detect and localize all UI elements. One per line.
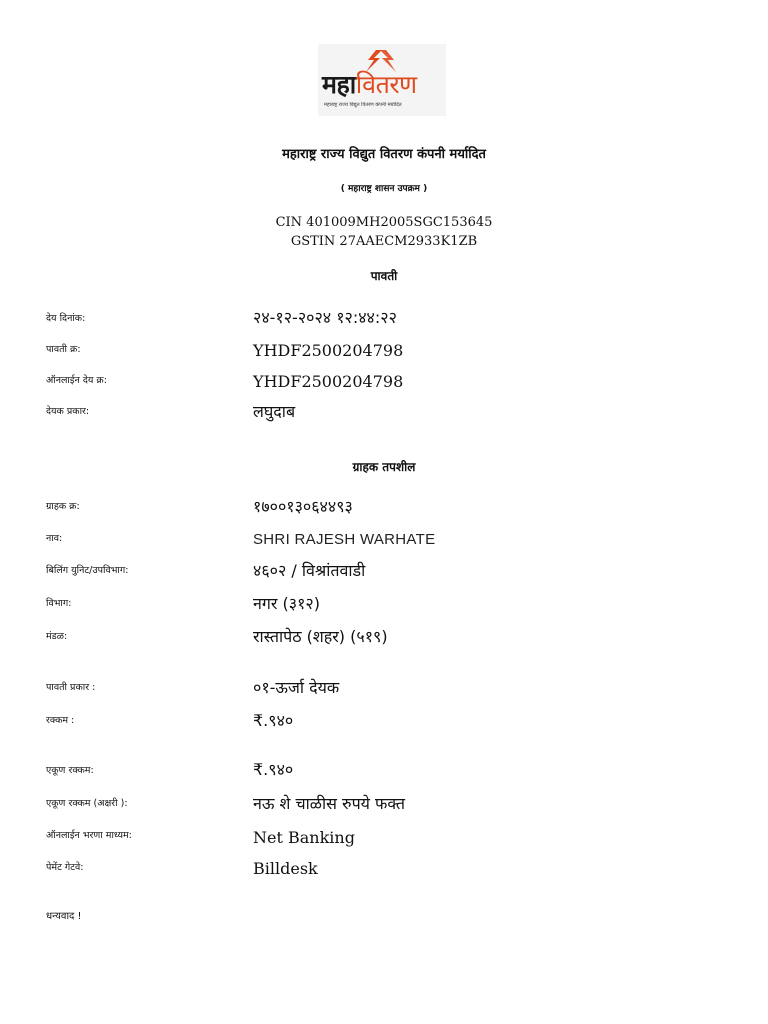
division-value: नगर (३१२)	[253, 594, 320, 613]
circle-label: मंडळ:	[46, 631, 68, 642]
name-label: नाव:	[46, 533, 63, 544]
division-label: विभाग:	[46, 598, 72, 609]
govt-undertaking: ( महाराष्ट्र शासन उपक्रम )	[340, 184, 428, 194]
amount-label: रक्कम :	[46, 715, 75, 726]
receipt-type-label: पावती प्रकार :	[46, 682, 96, 693]
consumer-number-value: १७००१३०६४४९३	[253, 497, 353, 516]
payment-mode-value: Net Banking	[253, 828, 355, 847]
due-date-value: २४-१२-२०२४ १२:४४:२२	[253, 308, 397, 327]
logo-wordmark	[322, 70, 417, 100]
amount-in-words-value: नऊ शे चाळीस रुपये फक्त	[253, 794, 406, 813]
circle-value: रास्तापेठ (शहर) (५१९)	[253, 627, 388, 646]
company-name: महाराष्ट्र राज्य विद्युत वितरण कंपनी मर्यादित	[282, 147, 486, 162]
amount-in-words-label: एकूण रक्कम (अक्षरी ):	[46, 798, 128, 809]
consumer-number-label: ग्राहक क्र:	[46, 501, 80, 512]
amount-value: ₹.९४०	[253, 711, 294, 730]
thank-you-note: धन्यवाद !	[46, 911, 82, 922]
online-bill-number-label: ऑनलाईन देय क्र:	[46, 375, 107, 386]
billing-unit-label: बिलिंग युनिट/उपविभाग:	[46, 565, 129, 576]
logo-wordmark-part1: महा	[322, 70, 356, 99]
mahavitaran-logo	[318, 44, 446, 116]
billing-unit-value: ४६०२ / विश्रांतवाडी	[253, 561, 366, 580]
total-amount-label: एकूण रक्कम:	[46, 765, 94, 776]
logo-tagline: महाराष्ट्र राज्य विद्युत वितरण कंपनी मर्यादित	[324, 102, 402, 108]
receipt-type-value: ०१-ऊर्जा देयक	[253, 678, 340, 697]
name-value: SHRI RAJESH WARHATE	[253, 531, 436, 548]
total-amount-value: ₹.९४०	[253, 760, 294, 779]
receipt-number-label: पावती क्र:	[46, 344, 81, 355]
bill-type-value: लघुदाब	[253, 402, 296, 421]
due-date-label: देय दिनांक:	[46, 313, 86, 324]
online-bill-number-value: YHDF2500204798	[253, 372, 404, 391]
payment-mode-label: ऑनलाईन भरणा माध्यम:	[46, 830, 132, 841]
payment-gateway-value: Billdesk	[253, 859, 318, 878]
gstin-number: GSTIN 27AAECM2933K1ZB	[290, 234, 478, 249]
logo-wordmark-part2: वितरण	[355, 70, 417, 99]
cin-number: CIN 401009MH2005SGC153645	[275, 215, 493, 230]
receipt-title: पावती	[370, 269, 398, 283]
receipt-number-value: YHDF2500204798	[253, 341, 404, 360]
payment-gateway-label: पेमेंट गेटवे:	[46, 862, 84, 873]
customer-details-title: ग्राहक तपशील	[352, 460, 416, 474]
bill-type-label: देयक प्रकार:	[46, 406, 90, 417]
